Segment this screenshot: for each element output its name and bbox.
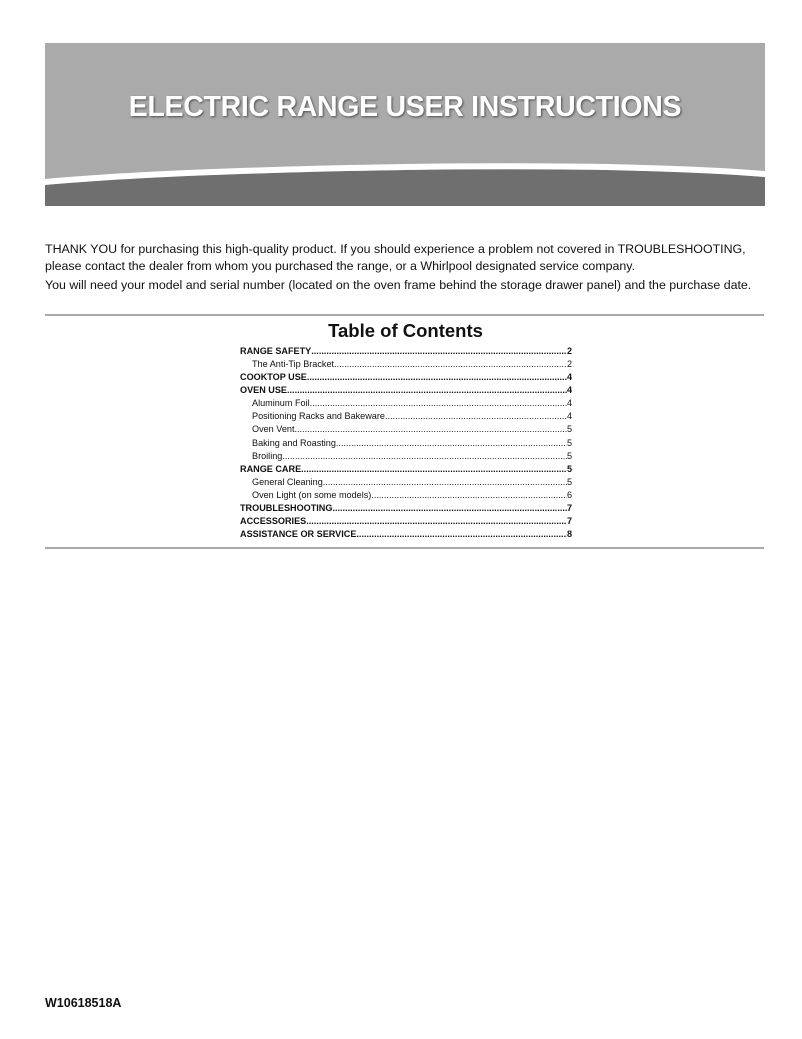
toc-entry-label: ACCESSORIES	[240, 516, 307, 527]
toc-entry-page: 6	[566, 489, 572, 500]
toc-entry-label: Oven Vent	[252, 424, 295, 435]
toc-leader-dots	[310, 397, 567, 410]
toc-entry[interactable]	[240, 515, 572, 528]
toc-entry-page: 7	[566, 516, 572, 527]
toc-entry-page: 5	[566, 463, 572, 474]
toc-entry[interactable]	[240, 358, 572, 371]
toc-leader-dots	[336, 437, 567, 450]
toc-entry[interactable]	[240, 450, 572, 463]
toc-leader-dots	[332, 502, 566, 515]
toc-entry-label: Positioning Racks and Bakeware	[252, 411, 385, 422]
toc-title: Table of Contents	[328, 320, 483, 341]
toc-entry-page: 8	[566, 529, 572, 540]
toc-leader-dots	[306, 515, 567, 528]
toc-entry-label: TROUBLESHOOTING	[240, 502, 333, 513]
banner-graphic	[45, 43, 765, 206]
toc-entry-label: RANGE SAFETY	[240, 346, 312, 356]
toc-entry[interactable]	[240, 489, 572, 502]
toc-entry-label: General Cleaning	[252, 476, 323, 487]
toc-entry[interactable]	[240, 476, 572, 489]
toc-entry-page: 5	[566, 476, 572, 487]
toc-entry-page: 5	[566, 437, 572, 448]
toc-leader-dots	[323, 476, 567, 489]
toc-entry-label: Aluminum Foil	[252, 398, 310, 409]
divider-top	[45, 314, 764, 316]
toc-entry-page: 5	[566, 424, 572, 435]
toc-entry-page: 5	[566, 450, 572, 461]
toc-leader-dots	[287, 384, 567, 397]
toc-entry-page: 4	[566, 398, 572, 409]
toc-entry[interactable]	[240, 410, 572, 423]
intro-paragraph-model-serial: You will need your model and serial number (located on the oven frame behind the storage drawer panel) and the purchase date.	[45, 278, 752, 292]
table-of-contents	[240, 345, 572, 541]
toc-entry[interactable]	[240, 371, 572, 384]
toc-entry[interactable]	[240, 384, 572, 397]
toc-entry-label: COOKTOP USE	[240, 372, 307, 383]
toc-entry-page: 4	[566, 411, 572, 422]
toc-entry-label: ASSISTANCE OR SERVICE	[240, 529, 357, 540]
header-banner	[45, 43, 765, 206]
toc-entry-label: OVEN USE	[240, 385, 287, 396]
toc-entry[interactable]	[240, 502, 572, 515]
toc-entry[interactable]	[240, 528, 572, 541]
toc-leader-dots	[311, 345, 567, 358]
document-number: W10618518A	[45, 996, 122, 1010]
toc-entry-label: RANGE CARE	[240, 463, 302, 474]
toc-entry-page: 4	[566, 385, 572, 396]
toc-leader-dots	[307, 371, 567, 384]
toc-leader-dots	[294, 423, 566, 436]
toc-entry-label: The Anti-Tip Bracket	[252, 359, 335, 370]
toc-entry[interactable]	[240, 345, 572, 358]
toc-entry[interactable]	[240, 463, 572, 476]
toc-entry[interactable]	[240, 437, 572, 450]
toc-leader-dots	[301, 463, 567, 476]
toc-leader-dots	[371, 489, 567, 502]
toc-entry-label: Broiling	[252, 450, 283, 461]
page-title: ELECTRIC RANGE USER INSTRUCTIONS	[128, 91, 682, 123]
toc-entry-page: 7	[566, 502, 572, 513]
toc-entry[interactable]	[240, 397, 572, 410]
toc-leader-dots	[356, 528, 567, 541]
toc-leader-dots	[385, 410, 567, 423]
toc-leader-dots	[282, 450, 567, 463]
divider-bottom	[45, 547, 764, 549]
intro-text	[45, 241, 765, 294]
toc-entry[interactable]	[240, 423, 572, 436]
toc-entry-page: 2	[566, 346, 572, 356]
toc-entry-label: Oven Light (on some models)	[252, 489, 372, 500]
toc-entry-page: 4	[566, 372, 572, 383]
toc-entry-page: 2	[566, 359, 572, 370]
intro-paragraph-thank-you: THANK YOU for purchasing this high-quality product. If you should experience a problem not covered in TROUBLESHOOTING, please contact the dealer from whom you purchased the range, or a Whirlpool designated service company.	[45, 242, 746, 273]
toc-entry-label: Baking and Roasting	[252, 437, 336, 448]
toc-leader-dots	[334, 358, 567, 371]
